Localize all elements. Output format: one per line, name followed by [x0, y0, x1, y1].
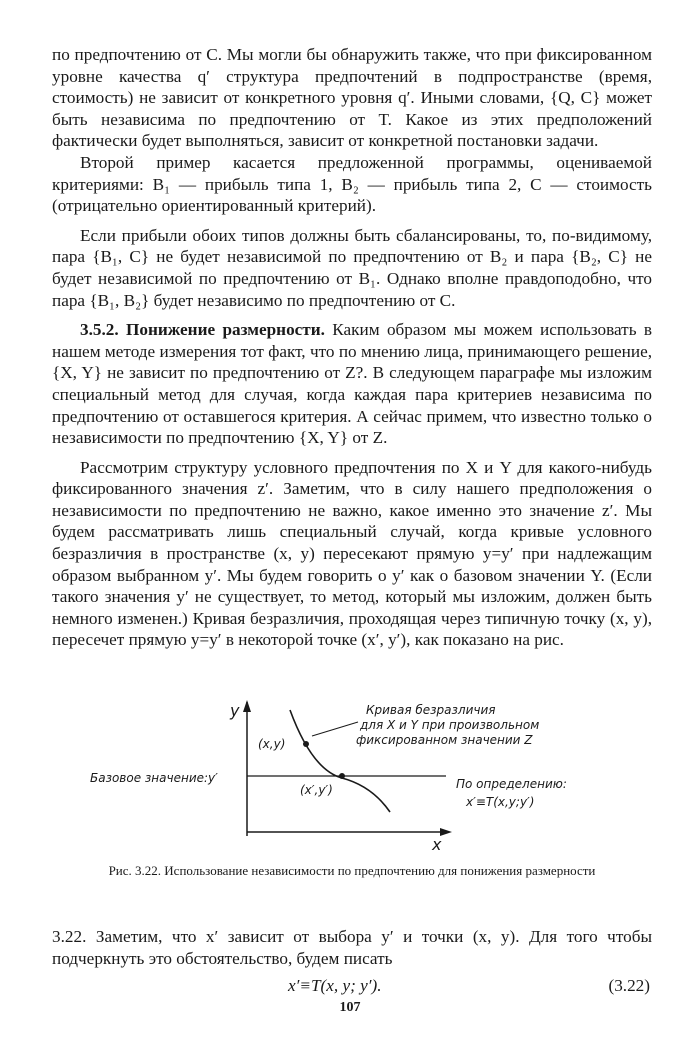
page-number: 107	[339, 1000, 361, 1015]
curve-label-3: фиксированном значении Z	[356, 733, 533, 747]
text-after-figure	[52, 926, 652, 969]
point-top	[303, 741, 309, 747]
paragraph-6: 3.22. Заметим, что x′ зависит от выбора y′ и точки (x, y). Для того чтобы подчеркнуть это обстоятельство, будем писать	[52, 927, 652, 968]
definition-label-1: По определению:	[456, 777, 567, 791]
section-heading: 3.5.2. Понижение размерности.	[80, 320, 325, 340]
curve-pointer	[312, 722, 358, 736]
paragraph-2: Второй пример касается предложенной программы, оцениваемой критериями: B₁ — прибыль типа 1, B₂ — прибыль типа 2, C — стоимость (отрицательно ориентированный критерий).	[52, 152, 652, 216]
equation-3-22	[52, 976, 652, 998]
equation-formula: x′≡T(x, y; y′).	[288, 976, 382, 995]
figure-caption: Рис. 3.22. Использование независимости по предпочтению для понижения размерности	[108, 863, 596, 878]
equation-number: (3.22)	[608, 976, 650, 995]
point-base-label: (x′,y′)	[300, 783, 333, 797]
point-base	[339, 773, 345, 779]
paragraph-3: Если прибыли обоих типов должны быть сбалансированы, то, по-видимому, пара {B₁, C} не будет независимой по предпочтению от B₂ и пара {B₂, C} не будет независимой по предпочтению от B₁. Однако вполне правдоподобно, что пара {B₁, B₂} будет независимо по предпочтению от C.	[52, 225, 652, 310]
y-axis-arrow	[243, 700, 251, 712]
point-top-label: (x,y)	[258, 737, 286, 751]
definition-label-2: x′≡T(x,y;y′)	[466, 795, 535, 809]
figure-3-22	[90, 696, 610, 856]
figure-svg	[90, 696, 610, 856]
y-axis-label: y	[230, 701, 240, 720]
paragraph-4	[52, 319, 652, 449]
x-axis-label: x	[432, 835, 442, 854]
paragraph-5: Рассмотрим структуру условного предпочтения по X и Y для какого-нибудь фиксированного значения z′. Заметим, что в силу нашего предположения о независимости по предпочтению не важно, какое именно это значение z′. Мы будем рассматривать лишь специальный случай, когда кривые условного безразличия в пространстве (x, y) пересекают прямую y=y′ при надлежащим образом выбранном y′. Мы будем говорить о y′ как о базовом значении Y. (Если такого значения y′ не существует, то метод, который мы изложим, должен быть немного изменен.) Кривая безразличия, проходящая через типичную точку (x, y), пересечет прямую y=y′ в некоторой точке (x′, y′), как показано на рис.	[52, 457, 652, 650]
x-axis-arrow	[440, 828, 452, 836]
paragraph-1: по предпочтению от C. Мы могли бы обнаружить также, что при фиксированном уровне качества q′ структура предпочтений в подпространстве (время, стоимость) не зависит от конкретного уровня q′. Иными словами, {Q, C} может быть независима по предпочтению от T. Какое из этих предположений фактически будет выполняться, зависит от конкретной постановки задачи.	[52, 45, 652, 151]
paragraph-4-text: Каким образом мы можем использовать в нашем методе измерения тот факт, что по мнению лица, принимающего решение, {X, Y} не зависит по предпочтению от Z?. В следующем параграфе мы изложим специальный метод для случая, когда каждая пара критериев независима по предпочтению от оставшегося критерия. А сейчас примем, что известно только о независимости по предпочтению {X, Y} от Z.	[52, 320, 653, 448]
curve-label-1: Кривая безразличия	[366, 703, 496, 717]
base-value-label: Базовое значение:y′	[90, 771, 218, 785]
curve-label-2: для X и Y при произвольном	[360, 718, 540, 732]
main-text	[52, 44, 652, 651]
